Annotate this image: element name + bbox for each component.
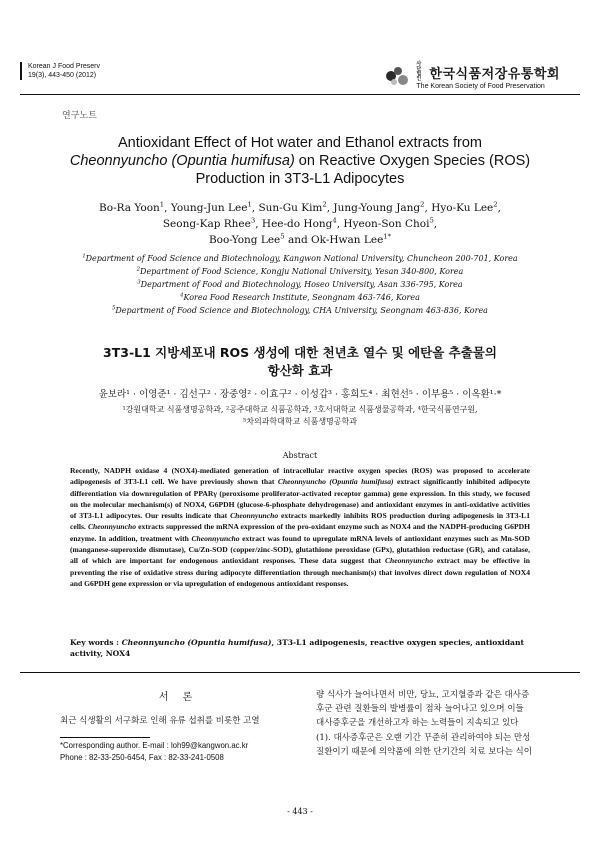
abstract-segment: extract was found to upregulate mRNA levels of antioxidant enzymes such as Mn-SOD (manganese-superoxide dismutase), Cu/Zn-SOD (copper/zinc-SOD), glutathione peroxidase (GPx), glutathion reductase (GR), and catalase, all of which are important for endogenous antioxidant responses. These data suggest that [70,533,530,566]
corresponding-author-footnote [60,740,310,764]
author-name: Hee-do Hong$^4$ [261,216,337,230]
intro-left-text: 최근 식생활의 서구화로 인해 유류 섭취를 비롯한 고열 [60,716,260,726]
keywords-list: , 3T3-L1 adipogenesis, reactive oxygen species, antioxidant activity, NOX4 [70,638,524,659]
affiliation-line: $^5$Department of Food Science and Biotechnology, CHA University, Seongnam 463-836, Korea [112,305,488,315]
title-line-2: on Reactive Oxygen Species (ROS) [294,153,531,169]
body-line: 량 식사가 늘어나면서 비만, 당뇨, 고지혈증과 같은 대사증 [316,690,530,700]
korean-authors: 윤보라¹ · 이영준¹ · 김선구² · 장중영² · 이효구² · 이성갑³ · 홍희도⁴ · 최현선⁵ · 이부용⁵ · 이옥환¹·* [98,389,502,400]
journal-volume: 19(3), 443-450 (2012) [28,72,97,79]
author-name: Jung-Young Jang$^2$ [333,200,425,214]
affiliation-line: $^1$Department of Food Science and Biotechnology, Kangwon National University, Chuncheon 200-701, Korea [82,253,518,263]
author-name: Hyeon-Son Choi$^5$ [343,216,434,230]
page-number: - 443 - [287,807,313,816]
korean-title-line-2: 항산화 효과 [267,363,333,378]
body-line: 대사증후군을 개선하고자 하는 노력들이 지속되고 있다 [316,718,519,729]
journal-citation [20,62,100,80]
author-affil-mark: 4 [332,216,337,225]
author-name: Boo-Yong Lee$^5$ [208,232,285,246]
body-line: (1). 대사증후군은 오랜 기간 꾸준히 관리하여야 되는 만성 [316,732,531,743]
keywords [70,637,530,660]
korean-title-line-1: 3T3-L1 지방세포내 ROS 생성에 대한 천년초 열수 및 에탄올 추출물의 [103,345,497,360]
footnote-phone: Phone : 82-33-250-6454, Fax : 82-33-241-0508 [60,753,224,762]
author-name: Sun-Gu Kim$^2$ [258,200,327,214]
korean-title [40,344,560,380]
author-affil-mark: 3 [250,216,256,225]
abstract-text [70,465,530,589]
affiliation-list [60,252,540,317]
society-logo-icon [384,65,410,87]
abstract-segment: extract may be effective in preventing the rise of oxidative stress during adipocyte differentiation through mechanism(s) that involves direct down regulation of NOX4 and G6PDH gene expression or via upregulation of endogenous antioxidant responses. [70,556,530,588]
abstract-species-italic: Cheonnyuncho [191,533,240,543]
journal-name: Korean J Food Preserv [28,63,100,70]
abstract-segment: extracts suppressed the mRNA expression of the pro-oxidant enzyme such as NOX4 and the NADPH-producing G6PDH enzyme. In addition, treatment with [70,522,530,543]
abstract-species-italic: Cheonnyuncho [230,511,279,521]
affiliation-line: $^2$Department of Food Science, Kongju National University, Yesan 340-800, Korea [136,266,464,276]
footnote-email: *Corresponding author. E-mail : loh99@kangwon.ac.kr [60,741,249,750]
author-affil-mark: 5 [280,232,285,241]
abstract-segment: extracts markedly inhibits ROS production during adipogenesis in 3T3-L1 cells. [70,511,530,532]
author-name: Hyo-Ku Lee$^2$ [431,200,498,214]
section-heading-introduction: 서론 [158,692,207,703]
author-affil-mark: 2 [420,200,425,209]
author-affil-mark: 1 [247,200,252,209]
author-affil-mark: 2 [493,200,498,209]
abstract-species-italic: Cheonnyuncho (Opuntia humifusa) [277,477,394,487]
author-affil-mark: 5 [429,216,434,225]
body-line: 질환이기 때문에 의약품에 의한 단기간의 치료 보다는 식이 [316,746,532,757]
author-list: Bo-Ra Yoon$^1$, Young-Jun Lee$^1$, Sun-Gu Kim$^2$, Jung-Young Jang$^2$, Hyo-Ku Lee$^2$, Seong-Kap Rhee$^3$, Hee-do Hong$^4$, Hyeon-Son Choi$^5$, Boo-Yong Lee$^5$ and Ok-Hwan Lee$^{1*}$ [99,200,501,246]
title-species: Cheonnyuncho (Opuntia humifusa) [69,153,295,169]
title-line-3: Production in 3T3-L1 Adipocytes [195,171,405,187]
affiliation-line: $^3$Department of Food and Biotechnology, Hoseo University, Asan 336-795, Korea [137,279,463,289]
abstract-species-italic: Cheonnyuncho [384,556,434,566]
article-type: 연구노트 [62,111,97,121]
society-name-kr: 한국식품저장유통학회 [429,65,560,81]
society-logo-block [384,62,560,90]
author-name: Ok-Hwan Lee$^{1*}$ [311,232,392,246]
korean-affil-line-2: ⁵차의과학대학교 식품생명공학과 [243,417,357,426]
body-line: 후군 관련 질환들의 발병률이 점차 늘어나고 있으며 이들 [316,704,524,715]
korean-affiliations [50,404,550,428]
author-affil-mark: 1 [159,200,165,209]
article-title [40,134,560,188]
abstract-divider [20,672,580,673]
keywords-italic: Cheonnyuncho (Opuntia humifusa) [121,638,272,647]
header-divider [20,94,580,95]
author-affil-mark: 1* [383,232,392,241]
author-name: Bo-Ra Yoon$^1$ [99,200,165,214]
intro-right-text [316,688,554,759]
affiliation-line: $^4$Korea Food Research Institute, Seongnam 463-746, Korea [180,292,420,302]
author-name: Young-Jun Lee$^1$ [170,200,252,214]
abstract-heading: Abstract [282,451,318,460]
society-name-en: The Korean Society of Food Preservation [416,83,545,90]
korean-affil-line-1: ¹강원대학교 식품생명공학과, ²공주대학교 식품공학과, ³호서대학교 식품생물공학과, ⁴한국식품연구원, [122,405,478,414]
society-prefix: 사단법인 [416,61,422,82]
keywords-label: Key words : [70,638,119,647]
title-line-1: Antioxidant Effect of Hot water and Ethanol extracts from [117,135,483,151]
author-name: Seong-Kap Rhee$^3$ [162,216,256,230]
abstract-species-italic: Cheonnyuncho [87,522,137,532]
footnote-rule [60,737,150,738]
abstract-segment: extract significantly inhibited adipocyte differentiation via downregulation of PPARγ (peroxisome proliferator-activated receptor gamma) gene expression. In this study, we focused on the molecular mechanism(s) of NOX4, G6PDH (glucose-6-phosphate dehydrogenase) and antioxidant enzymes in anti-oxidative activities of 3T3-L1 adipocytes. Our results indicate that [70,477,530,521]
abstract-segment: Recently, NADPH oxidase 4 (NOX4)-mediated generation of intracellular reactive oxygen species (ROS) was proposed to accelerate adipogenesis of 3T3-L1 cell. We have previously shown that [70,466,530,487]
author-affil-mark: 2 [322,200,327,209]
